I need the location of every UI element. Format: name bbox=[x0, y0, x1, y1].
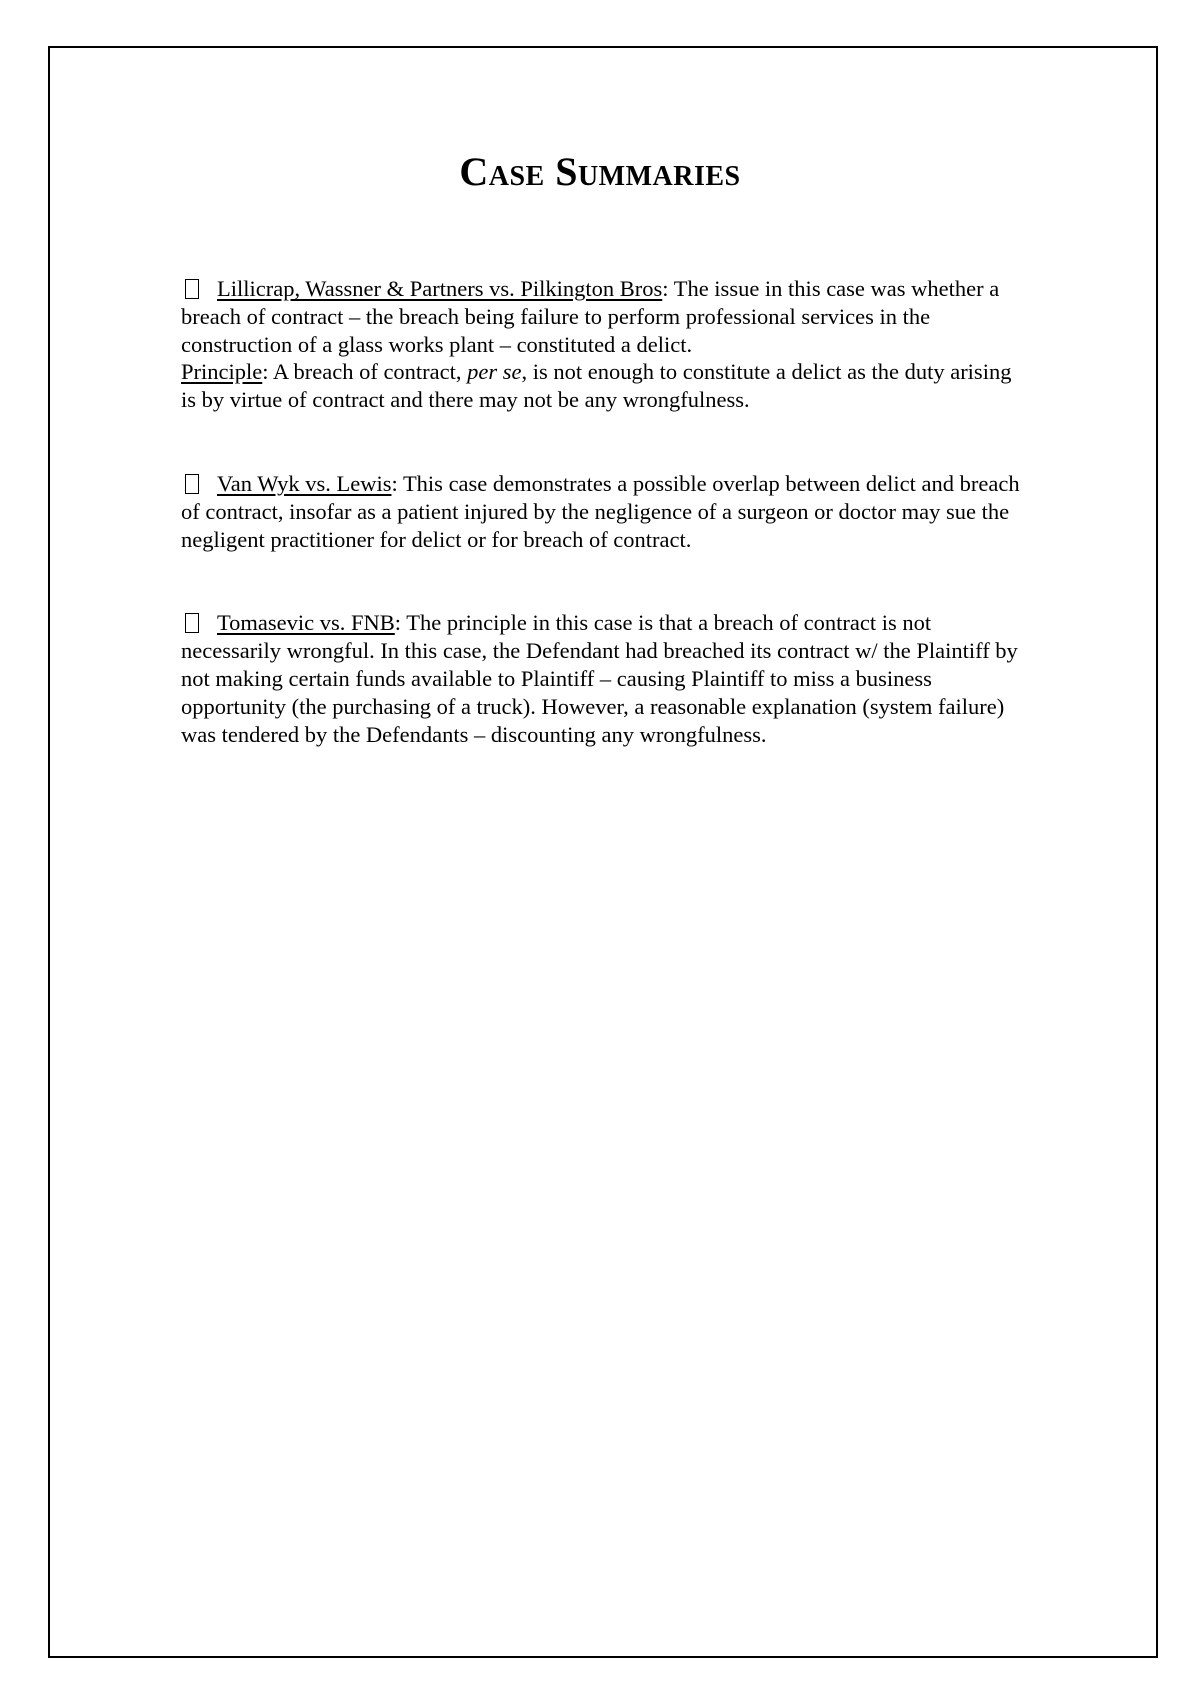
case-name: Lillicrap, Wassner & Partners vs. Pilkington Bros bbox=[217, 276, 663, 301]
case-list bbox=[181, 275, 1031, 804]
case-description: : This case demonstrates a possible overlap between delict and breach of contract, insofar as a patient injured by the negligence of a surgeon or doctor may sue the negligent practitioner for delict or for breach of contract. bbox=[181, 470, 1020, 552]
principle-italic-term: per se bbox=[467, 359, 522, 385]
bullet-box-icon bbox=[185, 613, 199, 633]
case-description: : The principle in this case is that a breach of contract is not necessarily wrongful. In this case, the Defendant had breached its contract w/ the Plaintiff by not making certain funds available to Plaintiff – causing Plaintiff to miss a business opportunity (the purchasing of a truck). However, a reasonable explanation (system failure) was tendered by the Defendants – discounting any wrongfulness. bbox=[181, 610, 1018, 747]
principle-label: Principle bbox=[181, 359, 263, 385]
case-name: Tomasevic vs. FNB bbox=[217, 610, 395, 636]
bullet-box-icon bbox=[185, 279, 199, 299]
principle-text: : A breach of contract, bbox=[262, 359, 468, 385]
case-entry-tomasevic bbox=[181, 609, 1031, 748]
case-entry-van-wyk bbox=[181, 470, 1031, 553]
page-title: Case Summaries bbox=[459, 149, 741, 194]
case-description: : The issue in this case was whether a breach of contract – the breach being failure to perform professional services in the construction of a glass works plant – constituted a delict. bbox=[181, 276, 1000, 357]
case-name: Van Wyk vs. Lewis bbox=[217, 470, 392, 496]
bullet-box-icon bbox=[185, 474, 199, 494]
principle-text-continued: , is not enough to constitute a delict as the duty arising is by virtue of contract and there may not be any wrongfulness. bbox=[181, 359, 1012, 413]
case-entry-lillicrap bbox=[181, 275, 1031, 414]
